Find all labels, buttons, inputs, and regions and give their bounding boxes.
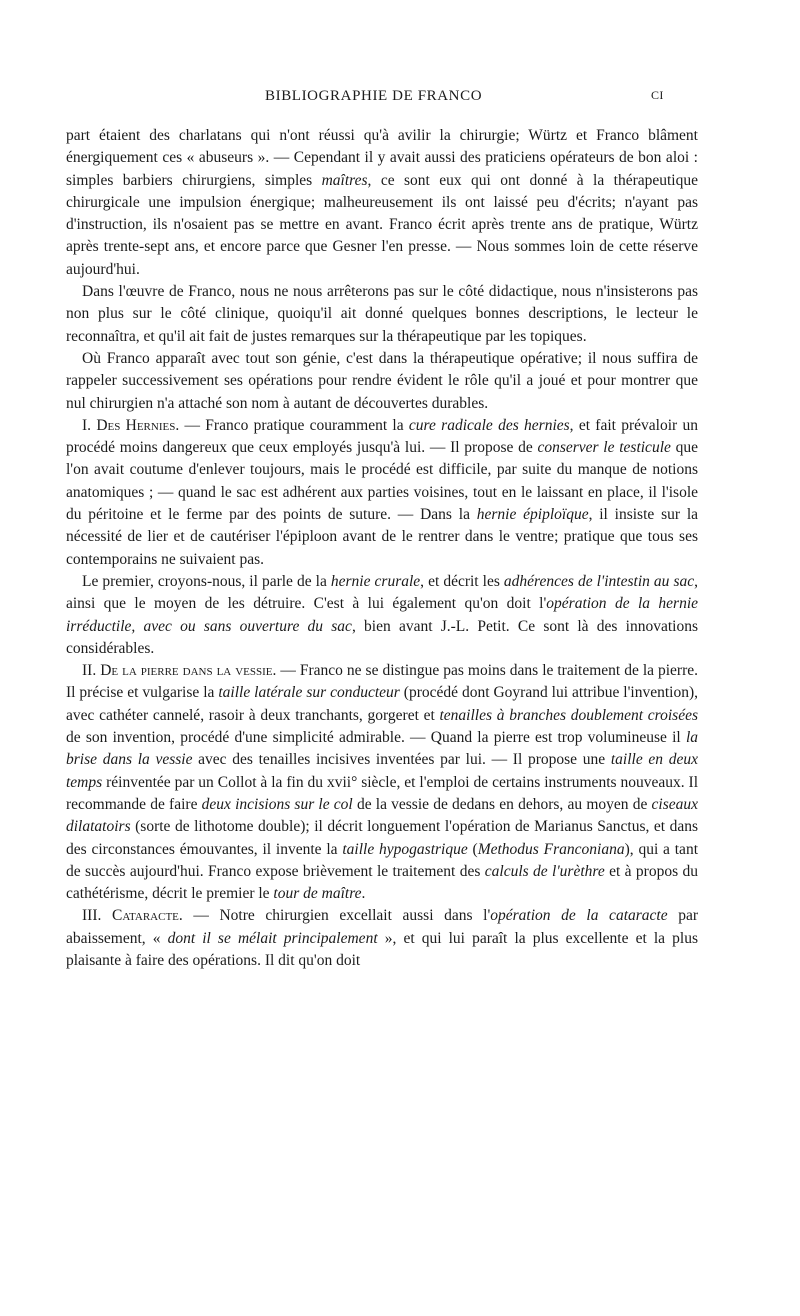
italic-text: conserver le testicule: [537, 439, 671, 457]
text-run: », et qui lui paraît la plus excellente et la plus plaisante à faire des opérations. Il dit qu'on doit: [66, 929, 698, 969]
paragraph: [66, 571, 698, 660]
italic-text: cure radicale des hernies: [408, 416, 570, 434]
text-run: .: [361, 885, 366, 903]
text-run: III.: [82, 907, 112, 925]
text-run: réinventée par un Collot à la fin du xvii° siècle, et l'emploi de certains instruments nouveaux. Il recommande de faire: [66, 773, 698, 813]
text-run: part étaient des charlatans qui n'ont réussi qu'à avilir la chirurgie; Würtz et Franco blâment énergiquement ces « abuseurs ». — Cependant il y avait aussi des praticiens opérateurs de bon aloi : simples barbiers chirurgiens, simples: [66, 127, 698, 189]
italic-text: tour de maître: [273, 885, 362, 903]
italic-text: opération de la hernie irréductile, avec ou sans ouverture du sac: [66, 595, 699, 635]
italic-text: ciseaux dilatatoirs: [66, 795, 699, 836]
italic-text: calculs de l'urèthre: [484, 862, 605, 880]
italic-text: dont il se mélait principalement: [167, 929, 378, 947]
page-number: CI: [651, 88, 664, 102]
italic-text: adhérences de l'intestin au sac: [503, 572, 695, 590]
italic-text: hernie crurale: [330, 572, 421, 590]
text-run: et à propos du cathétérisme, décrit le premier le: [66, 862, 698, 903]
text-run: . — Franco ne se distingue pas moins dans le traitement de la pierre. Il précise et vulgarise la: [66, 662, 699, 702]
body-text: [66, 125, 698, 972]
text-run: , ainsi que le moyen de les détruire. C'est à lui également qu'on doit l': [66, 572, 698, 613]
paragraph: [66, 905, 698, 972]
text-run: avec des tenailles incisives inventées par lui. — Il propose une: [192, 751, 611, 769]
paragraph: [66, 125, 698, 281]
italic-text: maîtres: [321, 171, 368, 189]
italic-text: la brise dans la vessie: [66, 729, 698, 769]
text-run: que l'on avait coutume d'enlever toujours, mais le procédé est difficile, par suite du manque de notions anatomiques ; — quand le sac est adhérent aux parties voisines, tout en le laissant en place, il l'isole du péritoine et le ferme par des points de suture. — Dans la: [66, 439, 698, 524]
italic-text: opération de la cataracte: [490, 907, 668, 925]
italic-text: deux incisions sur le col: [201, 795, 353, 813]
italic-text: hernie épiploïque: [476, 506, 589, 524]
italic-text: taille en deux temps: [66, 751, 698, 791]
text-run: . — Notre chirurgien excellait aussi dans l': [178, 907, 491, 925]
paragraph: [66, 348, 698, 415]
text-run: (: [467, 840, 478, 858]
text-run: Dans l'œuvre de Franco, nous ne nous arrêterons pas sur le côté didactique, nous n'insisterons pas non plus sur le côté clinique, quoiqu'il ait donné quelques bonnes descriptions, le lecteur le reconnaîtra, et qu'il ait fait de justes remarques sur la thérapeutique par les topiques.: [66, 283, 698, 345]
italic-text: taille latérale sur conducteur: [218, 684, 400, 702]
italic-text: Methodus Franconiana: [477, 840, 625, 858]
text-run: . — Franco pratique couramment la: [175, 416, 409, 434]
small-caps-heading: De la pierre dans la vessie: [100, 662, 273, 680]
italic-text: tenailles à branches doublement croisées: [439, 706, 698, 724]
paragraph: [66, 660, 698, 905]
paragraph: [66, 415, 698, 571]
text-run: II.: [82, 662, 101, 680]
text-run: ), qui a tant de succès aujourd'hui. Franco expose brièvement le traitement des: [66, 840, 698, 880]
text-run: (sorte de lithotome double); il décrit longuement l'opération de Marianus Sanctus, et dans des circonstances émouvantes, il invente la: [66, 818, 698, 858]
text-run: (procédé dont Goyrand lui attribue l'invention), avec cathéter cannelé, rasoir à deux tranchants, gorgeret et: [66, 684, 698, 724]
text-run: de la vessie de dedans en dehors, au moyen de: [352, 795, 652, 813]
text-run: , bien avant J.-L. Petit. Ce sont là des innovations considérables.: [66, 617, 698, 657]
text-run: Où Franco apparaît avec tout son génie, c'est dans la thérapeutique opérative; il nous suffira de rappeler successivement ses opérations pour rendre évident le rôle qu'il a joué et pour montrer que nul chirurgien n'a attaché son nom à autant de découvertes durables.: [66, 349, 698, 412]
running-title: BIBLIOGRAPHIE DE FRANCO: [265, 88, 483, 104]
text-run: , ce sont eux qui ont donné à la thérapeutique chirurgicale une impulsion énergique; malheureusement ils ont laissé peu d'écrits; n'ayant pas d'instruction, ils n'osaient pas se mettre en avant. Franco écrit après trente ans de pratique, Würtz après trente-sept ans, et encore parce que Gesner l'en presse. — Nous sommes loin de cette réserve aujourd'hui.: [66, 171, 698, 278]
text-run: I.: [82, 416, 97, 434]
small-caps-heading: Des Hernies: [96, 416, 176, 434]
text-run: , il insiste sur la nécessité de lier et de cautériser l'épiploon avant de le rentrer dans le ventre; pratique que tous ses contemporains ne suivaient pas.: [66, 506, 698, 568]
text-run: par abaissement, «: [66, 907, 698, 947]
paragraph: [66, 281, 698, 348]
running-header: [0, 86, 800, 110]
text-run: , et fait prévaloir un procédé moins dangereux que ceux employés jusqu'à lui. — Il propose de: [66, 416, 698, 457]
italic-text: taille hypogastrique: [342, 840, 468, 858]
text-run: Le premier, croyons-nous, il parle de la: [82, 572, 331, 590]
text-run: de son invention, procédé d'une simplicité admirable. — Quand la pierre est trop volumineuse il: [66, 729, 686, 747]
small-caps-heading: Cataracte: [111, 907, 179, 925]
text-run: , et décrit les: [420, 572, 504, 590]
